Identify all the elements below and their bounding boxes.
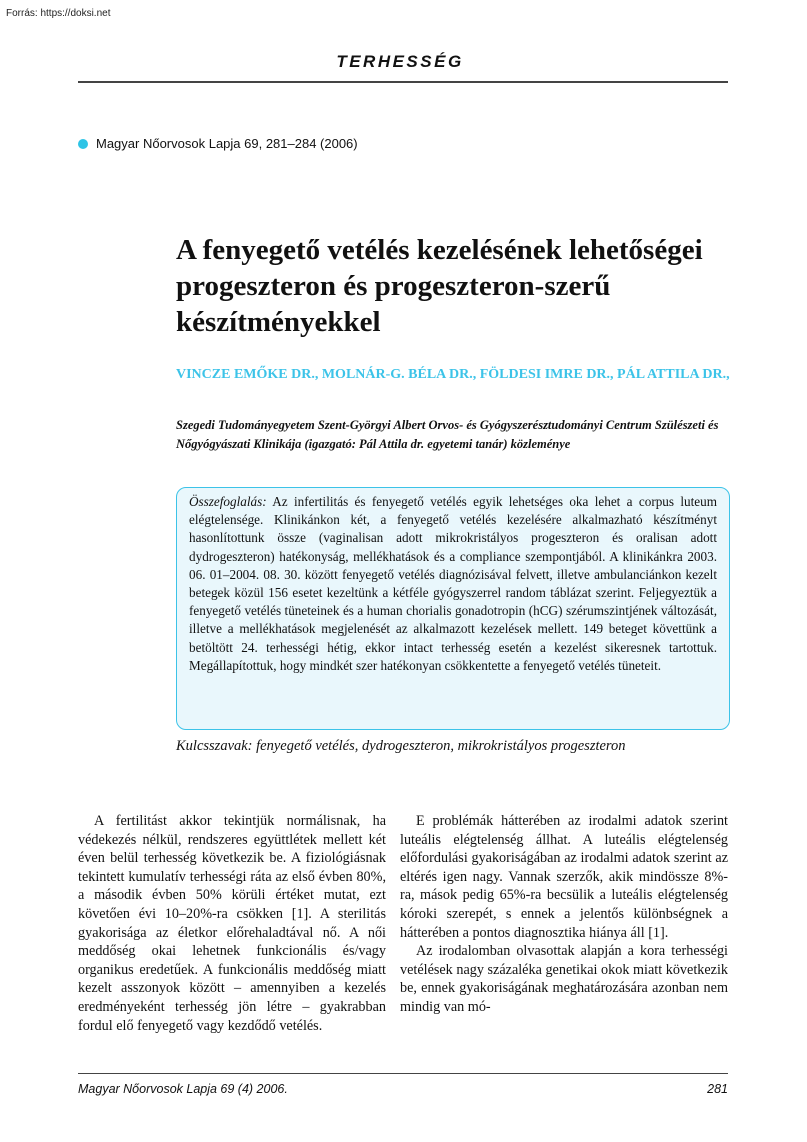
paragraph: E problémák hátterében az irodalmi adatok szerint luteális elégtelenség állhat. A luteális elégtelenség előfordulási gyakoriságában az irodalmi adatok szerint az eltérés igen nagy. Vannak szerzők, akik mindössze 8%-ra, mások pedig 65%-ra becsülik a luteális elégtelenség kóroki szerepét, s ennek a jelentős különbségnek a hátterében a pontos diagnosztika hiánya áll [1]. xyxy=(400,813,728,941)
paragraph: A fertilitást akkor tekintjük normálisnak, ha védekezés nélkül, rendszeres együttlétek mellett két éven belül terhesség következik be. A fiziológiásnak tekintett kumulatív terhességi ráta az első évben 80%, a második évben 50% körüli értéket mutat, ezt követően évi 10–20%-ra csökken [1]. A sterilitás gyakorisága az életkor előrehaladtával nő. A női meddőség okai lehetnek funkcionális és/vagy organikus eredetűek. A funkcionális meddőség miatt kezelt asszonyok között – amennyiben a kezelés eredményeként terhesség jön létre – gyakrabban fordul elő fenyegető vagy kezdődő vetélés. xyxy=(78,813,386,1034)
abstract-box xyxy=(176,487,730,730)
footer-rule xyxy=(78,1073,728,1074)
journal-citation: Magyar Nőorvosok Lapja 69, 281–284 (2006) xyxy=(96,136,358,151)
footer-journal: Magyar Nőorvosok Lapja 69 (4) 2006. xyxy=(78,1082,288,1096)
bullet-icon xyxy=(78,139,88,149)
section-title: TERHESSÉG xyxy=(336,52,464,71)
source-link: Forrás: https://doksi.net xyxy=(6,8,111,19)
page-number: 281 xyxy=(707,1082,728,1096)
paragraph: Az irodalomban olvasottak alapján a kora terhességi vetélések nagy százaléka genetikai okok miatt következik be, ennek gyakoriságának meghatározására azonban nem mindig van mó- xyxy=(400,943,728,1015)
affiliation: Szegedi Tudományegyetem Szent-Györgyi Albert Orvos- és Gyógyszerésztudományi Centrum Szülészeti és Nőgyógyászati Klinikája (igazgató: Pál Attila dr. egyetemi tanár) közleménye xyxy=(176,418,719,451)
abstract-text: Az infertilitás és fenyegető vetélés egyik lehetséges oka lehet a corpus luteum elégtelensége. Klinikánkon két, a fenyegető vetélés kezelésére alkalmazható készítményt hasonlítottunk össze (vaginalisan adott mikrokristályos progeszteron és oralisan adott dydrogeszteron) hatékonyság, mellékhatások és a compliance szempontjából. A klinikánkra 2003. 06. 01–2004. 08. 30. között fenyegető vetélés diagnózisával felvett, illetve ambulanciánkon kezelt betegek közül 156 esetet kezeltünk a kétféle gyógyszerrel random táblázat szerint. Feljegyeztük a fenyegető vetélés tüneteinek és a human chorialis gonadotropin (hCG) szérumszintjének változását, illetve a mellékhatások megjelenését az alkalmazott kezelések mellett. 149 beteget követtünk a betöltött 24. terhességi hétig, ekkor intact terhesség esetén a kezelést sikeresnek tartottuk. Megállapítottuk, hogy mindkét szer hatékonyan csökkentette a fenyegető vetélés tüneteit. xyxy=(189,494,717,673)
body-column-right xyxy=(400,812,728,1017)
header-rule xyxy=(78,81,728,83)
abstract-label: Összefoglalás: xyxy=(189,494,267,509)
article-title: A fenyegető vetélés kezelésének lehetőségei progeszteron és progeszteron-szerű készítményekkel xyxy=(176,234,703,338)
body-column-left xyxy=(78,812,386,1035)
keywords: Kulcsszavak: fenyegető vetélés, dydrogeszteron, mikrokristályos progeszteron xyxy=(176,738,626,754)
author-list: VINCZE EMŐKE DR., MOLNÁR-G. BÉLA DR., FÖLDESI IMRE DR., PÁL ATTILA DR., xyxy=(176,367,730,382)
